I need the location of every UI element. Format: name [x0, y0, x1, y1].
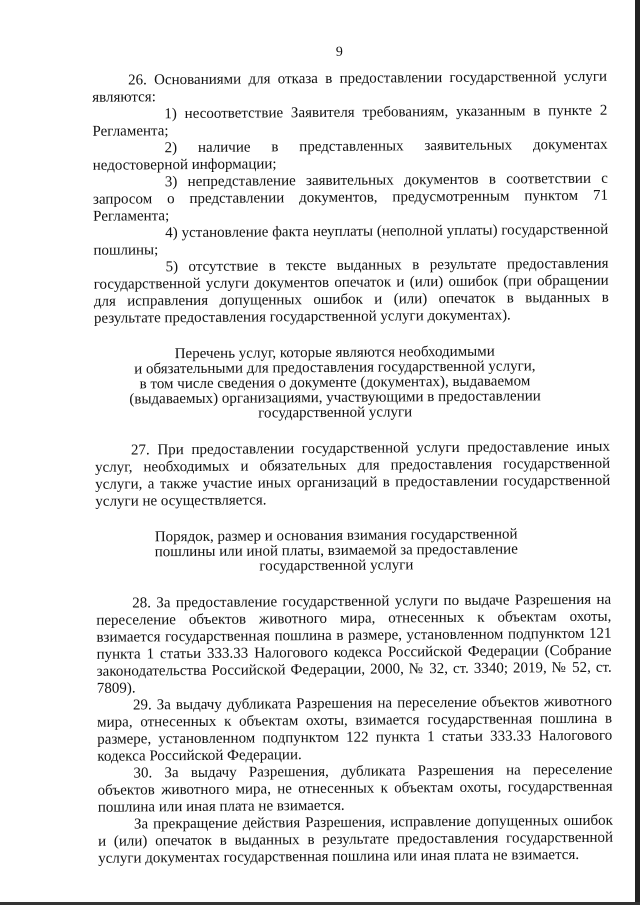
paragraph-29: 29. За выдачу дубликата Разрешения на переселение объектов животного мира, отнесенных к объектам охоты, взимается государственная пошлина в размере, установленном подпунктом 122 пункта 1 статьи 333.33 Налогового кодекса Российской Федерации.: [97, 694, 613, 766]
list-item: [93, 137, 608, 175]
refusal-grounds-list: [92, 103, 609, 328]
list-item-number: 1): [128, 106, 177, 123]
list-item-number: 2): [129, 140, 178, 157]
scan-edge-right: [635, 0, 640, 905]
heading-line: в том числе сведения о документе (документах), выдаваемом: [94, 374, 575, 393]
heading-line: государственной услуги: [95, 404, 576, 423]
paragraph-termination: За прекращение действия Разрешения, исправление допущенных ошибок и (или) опечаток в выданных в результате предоставления государственной услуги документах государственная пошлина или иная плата не взимается.: [98, 813, 613, 868]
services-section-heading: [94, 344, 610, 423]
list-item-number: 3): [129, 174, 178, 191]
heading-line: и обязательными для предоставления государственной услуги,: [94, 359, 575, 378]
list-item-text: установление факта неуплаты (неполной уплаты) государственной пошлины;: [93, 222, 608, 259]
paragraph-27: 27. При предоставлении государственной услуги предоставление иных услуг, необходимых и обязательных для предоставления государственной услуги, а также участие иных организаций в предоставлении государственной услуги не осуществляется.: [95, 439, 611, 511]
paragraph-30: 30. За выдачу Разрешения, дубликата Разрешения на переселение объектов животного мира, не отнесенных к объектам охоты, государственная пошлина или иная плата не взимается.: [97, 762, 612, 817]
heading-line: пошлины или иной платы, взимаемой за предоставление: [96, 542, 577, 561]
fee-section-heading: [96, 527, 611, 576]
heading-line: государственной услуги: [96, 557, 577, 576]
list-item-number: 4): [129, 225, 178, 242]
heading-line: Перечень услуг, которые являются необходимыми: [94, 344, 575, 363]
list-item: [93, 256, 609, 328]
page-number: 9: [92, 42, 607, 63]
list-item-text: наличие в представленных заявительных документах недостоверной информации;: [93, 137, 608, 174]
list-item: [93, 171, 608, 226]
list-item-text: отсутствие в тексте выданных в результате предоставления государственной услуги документов опечаток и (или) ошибок (при обращении для исправления допущенных ошибок и (или) опечаток в выданных в результате предоставления государственной услуги документах).: [94, 256, 609, 327]
paragraph-26-intro: 26. Основаниями для отказа в предоставлении государственной услуги являются:: [92, 69, 607, 107]
list-item-text: непредставление заявительных документов в соответствии с запросом о представлении документов, предусмотренным пунктом 71 Регламента;: [93, 171, 608, 225]
list-item-text: несоответствие Заявителя требованиям, указанным в пункте 2 Регламента;: [92, 103, 607, 140]
heading-line: (выдаваемых) организациями, участвующими в предоставлении: [95, 389, 576, 408]
list-item: [93, 222, 608, 260]
paragraph-28: 28. За предоставление государственной услуги по выдаче Разрешения на переселение объектов животного мира, отнесенных к объектам охоты, взимается государственная пошлина в размере, установленном подпунктом 121 пункта 1 статьи 333.33 Налогового кодекса Российской Федерации (Собрание законодательства Российской Федерации, 2000, № 32, ст. 3340; 2019, № 52, ст. 7809).: [96, 592, 612, 698]
list-item: [92, 103, 607, 141]
heading-line: Порядок, размер и основания взимания государственной: [96, 527, 577, 546]
list-item-number: 5): [129, 259, 178, 276]
